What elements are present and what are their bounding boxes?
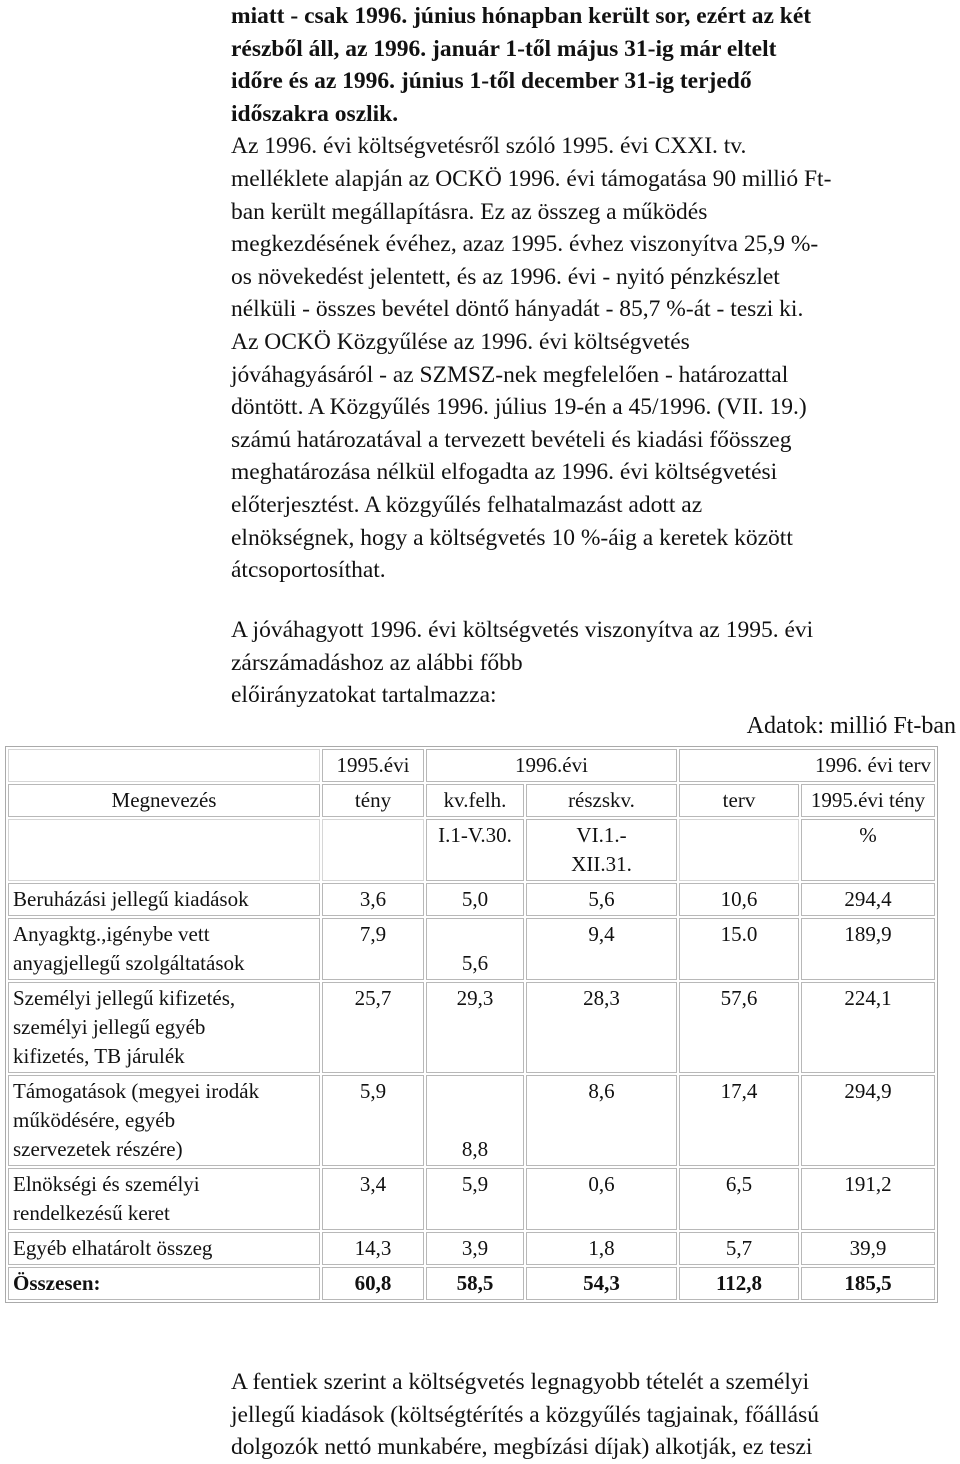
- text-line: elnökségnek, hogy a költségvetés 10 %-áig a keretek között: [231, 524, 793, 551]
- header-teny1995: 1995.évi tény: [801, 784, 935, 817]
- text-line: zárszámadáshoz az alábbi főbb: [231, 649, 523, 676]
- unit-note: Adatok: millió Ft-ban: [746, 713, 956, 739]
- table-cell: [679, 819, 799, 881]
- row-name-line: Személyi jellegű kifizetés,: [13, 986, 236, 1010]
- header-1995: 1995.évi: [322, 749, 424, 782]
- text-line: időszakra oszlik.: [231, 100, 399, 127]
- header-period2: [526, 819, 677, 881]
- text-line: miatt - csak 1996. június hónapban került sor, ezért az két: [231, 3, 812, 29]
- header-period2-end: XII.31.: [571, 852, 632, 876]
- total-kvfelh: 58,5: [426, 1267, 524, 1300]
- header-terv: terv: [679, 784, 799, 817]
- cell-kvfelh-value: 5,6: [461, 951, 489, 975]
- row-name: [8, 1075, 320, 1166]
- total-teny: 60,8: [322, 1267, 424, 1300]
- cell-kvfelh: 5,9: [426, 1168, 524, 1230]
- cell-reszskv: 0,6: [526, 1168, 677, 1230]
- header-plan: 1996. évi terv: [679, 749, 935, 782]
- cell-pct: 294,9: [801, 1075, 935, 1166]
- row-name: [8, 1168, 320, 1230]
- row-name-line: Anyagktg.,igénybe vett: [13, 922, 210, 946]
- closing-paragraph: [231, 1366, 953, 1464]
- cell-teny: 25,7: [322, 982, 424, 1073]
- cell-terv: 5,7: [679, 1232, 799, 1265]
- cell-pct: 39,9: [801, 1232, 935, 1265]
- cell-teny: 7,9: [322, 918, 424, 980]
- total-reszskv: 54,3: [526, 1267, 677, 1300]
- table-row: [8, 982, 935, 1073]
- text-line: meghatározása nélkül elfogadta az 1996. évi költségvetési: [231, 459, 778, 486]
- cell-teny: 14,3: [322, 1232, 424, 1265]
- cell-kvfelh-value: 8,8: [461, 1137, 489, 1161]
- cell-pct: 191,2: [801, 1168, 935, 1230]
- row-name-line: rendelkezésű keret: [13, 1201, 170, 1225]
- table-header-row: [8, 819, 935, 881]
- text-line: A fentiek szerint a költségvetés legnagyobb tételét a személyi: [231, 1369, 810, 1395]
- header-name: Megnevezés: [8, 784, 320, 817]
- cell-kvfelh: 3,9: [426, 1232, 524, 1265]
- text-line: előterjesztést. A közgyűlés felhatalmazást adott az: [231, 491, 703, 518]
- row-name-line: anyagjellegű szolgáltatások: [13, 951, 245, 975]
- cell-kvfelh: [426, 918, 524, 980]
- table-cell: [8, 749, 320, 782]
- table-cell: [8, 819, 320, 881]
- total-pct: 185,5: [801, 1267, 935, 1300]
- text-line: melléklete alapján az OCKÖ 1996. évi támogatása 90 millió Ft-: [231, 165, 832, 192]
- cell-reszskv: 1,8: [526, 1232, 677, 1265]
- cell-teny: 5,9: [322, 1075, 424, 1166]
- table-row: [8, 1232, 935, 1265]
- text-line: os növekedést jelentett, és az 1996. évi - nyitó pénzkészlet: [231, 263, 780, 290]
- cell-reszskv: 28,3: [526, 982, 677, 1073]
- lead-paragraph: [231, 614, 953, 712]
- row-name: [8, 1232, 320, 1265]
- table-row: [8, 918, 935, 980]
- row-name-line: Beruházási jellegű kiadások: [13, 887, 249, 911]
- intro-bold-text: [231, 0, 953, 130]
- row-name: [8, 982, 320, 1073]
- cell-terv: 17,4: [679, 1075, 799, 1166]
- text-line: megkezdésének évéhez, azaz 1995. évhez viszonyítva 25,9 %-: [231, 231, 819, 258]
- text-line: jellegű kiadások (költségtérítés a közgyűlés tagjainak, főállású: [231, 1401, 819, 1428]
- cell-terv: 57,6: [679, 982, 799, 1073]
- text-line: előirányzatokat tartalmazza:: [231, 682, 497, 709]
- text-line: Az OCKÖ Közgyűlése az 1996. évi költségvetés: [231, 328, 690, 355]
- cell-kvfelh: [426, 1075, 524, 1166]
- table-row: [8, 1168, 935, 1230]
- table-header-row: [8, 749, 935, 782]
- header-period1: I.1-V.30.: [426, 819, 524, 881]
- cell-teny: 3,6: [322, 883, 424, 916]
- header-period2-start: VI.1.-: [576, 823, 627, 847]
- total-name: Összesen:: [8, 1267, 320, 1300]
- cell-terv: 6,5: [679, 1168, 799, 1230]
- intro-paragraph: [231, 0, 953, 587]
- text-line: átcsoportosíthat.: [231, 557, 386, 584]
- header-1996: 1996.évi: [426, 749, 677, 782]
- cell-teny: 3,4: [322, 1168, 424, 1230]
- cell-terv: 15.0: [679, 918, 799, 980]
- text-line: Az 1996. évi költségvetésről szóló 1995. évi CXXI. tv.: [231, 133, 747, 160]
- header-teny: tény: [322, 784, 424, 817]
- cell-kvfelh: 5,0: [426, 883, 524, 916]
- header-reszskv: részskv.: [526, 784, 677, 817]
- header-percent: %: [801, 819, 935, 881]
- budget-table: [5, 746, 938, 1303]
- cell-terv: 10,6: [679, 883, 799, 916]
- cell-pct: 294,4: [801, 883, 935, 916]
- row-name: [8, 918, 320, 980]
- row-name-line: Egyéb elhatárolt összeg: [13, 1236, 213, 1260]
- text-line: időre és az 1996. június 1-től december 31-ig terjedő: [231, 68, 752, 95]
- cell-reszskv: 8,6: [526, 1075, 677, 1166]
- text-line: nélküli - összes bevétel döntő hányadát - 85,7 %-át - teszi ki.: [231, 296, 804, 323]
- row-name-line: szervezetek részére): [13, 1137, 183, 1161]
- row-name-line: kifizetés, TB járulék: [13, 1044, 185, 1068]
- table-cell: [322, 819, 424, 881]
- table-header-row: [8, 784, 935, 817]
- cell-reszskv: 5,6: [526, 883, 677, 916]
- table-total-row: [8, 1267, 935, 1300]
- header-kvfelh: kv.felh.: [426, 784, 524, 817]
- row-name-line: Támogatások (megyei irodák: [13, 1079, 260, 1103]
- text-line: ban került megállapításra. Ez az összeg a működés: [231, 198, 708, 225]
- table-row: [8, 1075, 935, 1166]
- row-name-line: működésére, egyéb: [13, 1108, 176, 1132]
- text-line: részből áll, az 1996. január 1-től május 31-ig már eltelt: [231, 35, 777, 62]
- row-name-line: személyi jellegű egyéb: [13, 1015, 206, 1039]
- text-line: jóváhagyásáról - az SZMSZ-nek megfelelően - határozattal: [231, 361, 789, 388]
- row-name: [8, 883, 320, 916]
- table-row: [8, 883, 935, 916]
- cell-kvfelh: 29,3: [426, 982, 524, 1073]
- cell-pct: 189,9: [801, 918, 935, 980]
- cell-pct: 224,1: [801, 982, 935, 1073]
- text-line: dolgozók nettó munkabére, megbízási díjak) alkotják, ez teszi: [231, 1434, 813, 1461]
- text-line: számú határozatával a tervezett bevételi és kiadási főösszeg: [231, 426, 792, 453]
- total-terv: 112,8: [679, 1267, 799, 1300]
- text-line: döntött. A Közgyűlés 1996. július 19-én a 45/1996. (VII. 19.): [231, 394, 807, 421]
- cell-reszskv: 9,4: [526, 918, 677, 980]
- row-name-line: Elnökségi és személyi: [13, 1172, 200, 1196]
- text-line: A jóváhagyott 1996. évi költségvetés viszonyítva az 1995. évi: [231, 617, 814, 643]
